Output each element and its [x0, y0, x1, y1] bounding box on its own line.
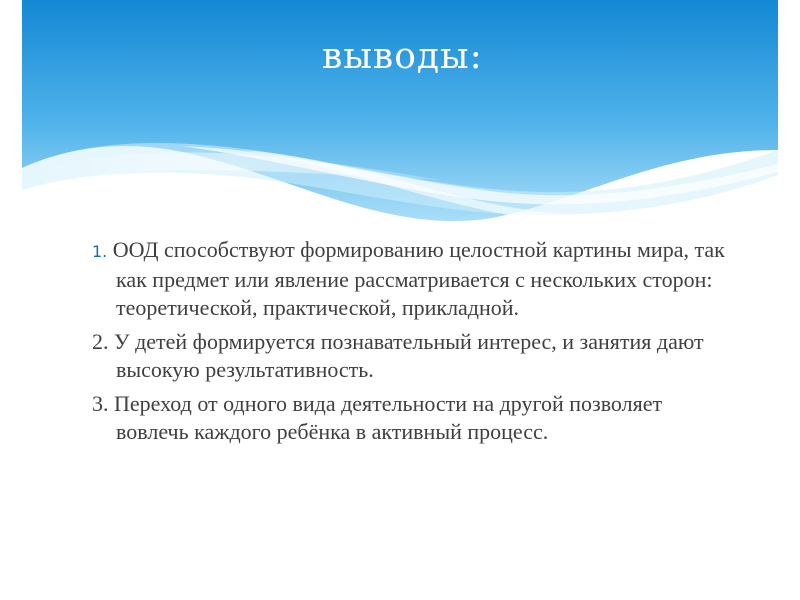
list-item-number: 1. [92, 242, 108, 261]
list-item-text: Переход от одного вида деятельности на другой позволяет вовлечь каждого ребёнка в активный процесс. [108, 391, 663, 444]
slide-title: выводы: [322, 36, 483, 77]
list-item-number: 3. [92, 391, 109, 416]
conclusions-list [92, 236, 732, 452]
list-item-text: ООД способствуют формированию целостной картины мира, так как предмет или явление рассматривается с нескольких сторон: теоретической, практической, прикладной. [107, 237, 725, 320]
list-item [92, 236, 732, 322]
list-item [92, 328, 732, 384]
list-item-text: У детей формируется познавательный интерес, и занятия дают высокую результативность. [108, 329, 704, 382]
list-item [92, 390, 732, 446]
list-item-number: 2. [92, 329, 109, 354]
